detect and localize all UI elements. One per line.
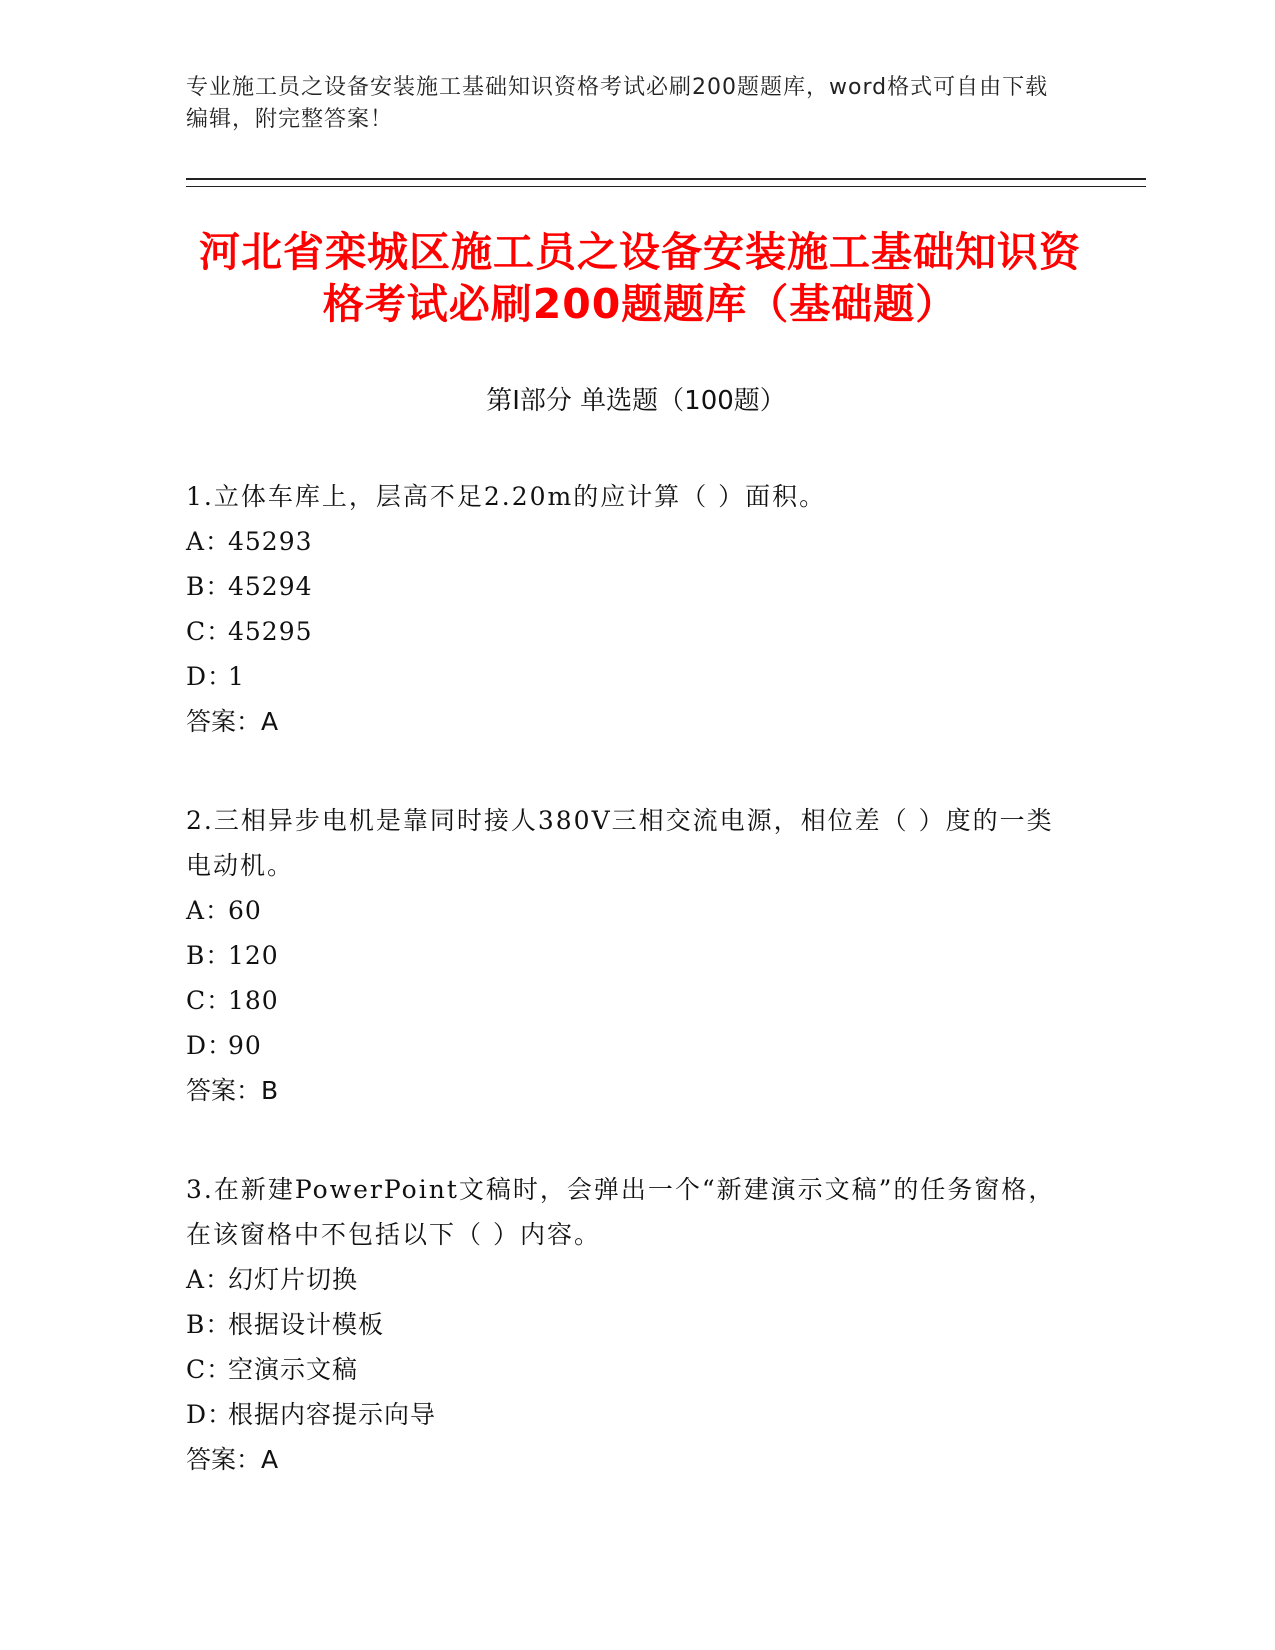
question-stem: 2.三相异步电机是靠同时接人380V三相交流电源，相位差（ ）度的一类电动机。 [186,806,1054,880]
option-letter: A： [186,527,232,556]
option-text: 根据内容提示向导 [228,1400,437,1429]
option-letter: C： [186,986,233,1015]
document-title: 河北省栾城区施工员之设备安装施工基础知识资格考试必刷200题题库（基础题） [199,228,1081,328]
option-b [186,564,1066,609]
header-divider-thin [186,186,1146,187]
option-letter: B： [186,941,232,970]
option-letter: D： [186,1031,234,1060]
option-b [186,1302,1066,1347]
option-a [186,1257,1066,1302]
option-letter: B： [186,1310,232,1339]
header-note: 专业施工员之设备安装施工基础知识资格考试必刷200题题库，word格式可自由下载编辑，附完整答案！ [186,75,1049,132]
question-list [186,474,1066,1536]
option-letter: A： [186,1265,232,1294]
option-letter: D： [186,662,234,691]
option-text: 根据设计模板 [228,1310,385,1339]
option-c [186,609,1066,654]
option-c [186,1347,1066,1392]
question-stem: 3.在新建PowerPoint文稿时，会弹出一个“新建演示文稿”的任务窗格，在该窗格中不包括以下（ ）内容。 [186,1175,1056,1249]
question-3 [186,1167,1066,1482]
option-text: 180 [228,986,279,1015]
option-c [186,978,1066,1023]
answer-line: 答案：A [186,707,279,736]
question-1 [186,474,1066,744]
option-text: 45294 [228,572,313,601]
answer-line: 答案：A [186,1445,279,1474]
option-letter: B： [186,572,232,601]
option-letter: C： [186,617,233,646]
section-heading: 第Ⅰ部分 单选题（100题） [486,386,786,416]
question-2 [186,798,1066,1113]
option-a [186,519,1066,564]
option-d [186,1392,1066,1437]
option-text: 空演示文稿 [228,1355,359,1384]
option-text: 60 [228,896,262,925]
option-text: 120 [228,941,279,970]
option-d [186,654,1066,699]
option-letter: C： [186,1355,233,1384]
option-text: 90 [228,1031,262,1060]
answer-line: 答案：B [186,1076,279,1105]
option-letter: D： [186,1400,234,1429]
question-stem: 1.立体车库上，层高不足2.20m的应计算（ ）面积。 [186,482,827,511]
option-b [186,933,1066,978]
option-text: 幻灯片切换 [228,1265,359,1294]
option-letter: A： [186,896,232,925]
header-divider-thick [186,178,1146,180]
option-text: 45293 [228,527,313,556]
option-d [186,1023,1066,1068]
option-text: 45295 [228,617,313,646]
option-a [186,888,1066,933]
option-text: 1 [228,662,245,691]
